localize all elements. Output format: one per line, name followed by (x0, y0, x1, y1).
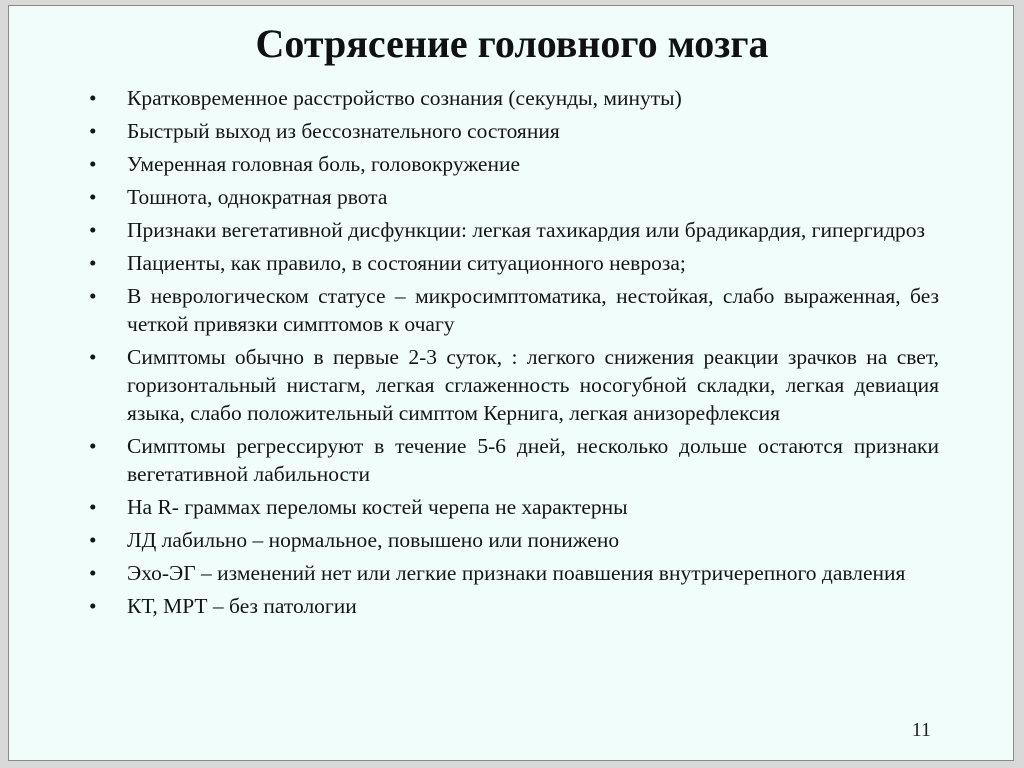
list-item (81, 343, 939, 427)
list-item (81, 183, 939, 211)
bullet-icon: • (89, 86, 97, 110)
bullet-icon: • (89, 345, 97, 369)
bullet-icon: • (89, 251, 97, 275)
list-item-text: КТ, МРТ – без патологии (127, 594, 357, 618)
list-item (81, 249, 939, 277)
list-item (81, 150, 939, 178)
bullet-icon: • (89, 284, 97, 308)
bullet-icon: • (89, 434, 97, 458)
bullet-icon: • (89, 218, 97, 242)
bullet-icon: • (89, 119, 97, 143)
list-item-text: Умеренная головная боль, головокружение (127, 152, 521, 176)
bullet-icon: • (89, 495, 97, 519)
list-item-text: На R- граммах переломы костей черепа не характерны (127, 495, 628, 519)
list-item (81, 432, 939, 488)
list-item-text: В неврологическом статусе – микросимптоматика, нестойкая, слабо выраженная, без четкой привязки симптомов к очагу (127, 284, 939, 336)
list-item (81, 493, 939, 521)
list-item-text: Пациенты, как правило, в состоянии ситуационного невроза; (127, 251, 686, 275)
list-item (81, 559, 939, 587)
bullet-icon: • (89, 185, 97, 209)
slide-title: Сотрясение головного мозга (255, 21, 769, 66)
bullet-list (81, 84, 939, 625)
bullet-icon: • (89, 152, 97, 176)
list-item (81, 592, 939, 620)
page-number: 11 (911, 719, 931, 741)
list-item (81, 216, 939, 244)
slide (8, 5, 1014, 761)
list-item (81, 117, 939, 145)
list-item (81, 282, 939, 338)
list-item-text: ЛД лабильно – нормальное, повышено или понижено (127, 528, 620, 552)
bullet-icon: • (89, 561, 97, 585)
list-item-text: Симптомы обычно в первые 2-3 суток, : легкого снижения реакции зрачков на свет, горизонтальный нистагм, легкая сглаженность носогубной складки, легкая девиация языка, слабо положительный симптом Кернига, легкая анизорефлексия (127, 345, 939, 425)
list-item-text: Эхо-ЭГ – изменений нет или легкие признаки поавшения внутричерепного давления (127, 561, 906, 585)
list-item-text: Признаки вегетативной дисфункции: легкая тахикардия или брадикардия, гипергидроз (127, 218, 926, 242)
list-item (81, 526, 939, 554)
list-item-text: Тошнота, однократная рвота (127, 185, 388, 209)
list-item (81, 84, 939, 112)
list-item-text: Кратковременное расстройство сознания (секунды, минуты) (127, 86, 682, 110)
bullet-icon: • (89, 528, 97, 552)
bullet-icon: • (89, 594, 97, 618)
list-item-text: Симптомы регрессируют в течение 5-6 дней, несколько дольше остаются признаки вегетативной лабильности (127, 434, 939, 486)
list-item-text: Быстрый выход из бессознательного состояния (127, 119, 560, 143)
